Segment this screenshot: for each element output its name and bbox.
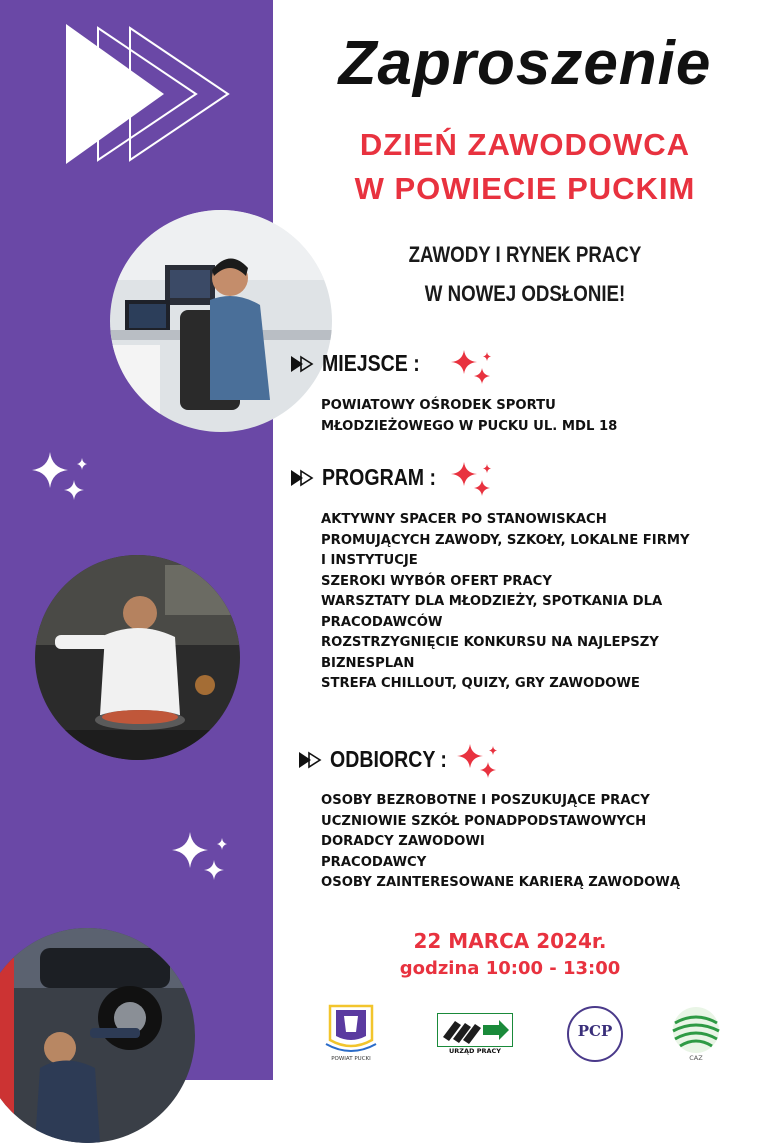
subtitle-line1: ZAWODY I RYNEK PRACY xyxy=(408,242,642,267)
logo-caption: URZĄD PRACY xyxy=(437,1047,513,1055)
logo-urzad-pracy xyxy=(437,1013,513,1057)
miejsce-line: MŁODZIEŻOWEGO W PUCKU UL. MDL 18 xyxy=(321,418,618,434)
arrow-right-icon xyxy=(290,468,318,488)
section-heading-miejsce xyxy=(290,350,437,377)
sparkle-icon xyxy=(456,742,500,780)
event-name-line2: W POWIECIE PUCKIM xyxy=(354,171,696,206)
odbiorcy-line: DORADCY ZAWODOWI xyxy=(321,834,485,849)
purple-sidebar xyxy=(0,0,273,1080)
miejsce-text xyxy=(321,396,741,437)
sparkle-icon xyxy=(450,348,494,386)
odbiorcy-line: OSOBY BEZROBOTNE I POSZUKUJĄCE PRACY xyxy=(321,793,650,808)
photo-chef xyxy=(35,555,240,760)
logo-caption: PCP xyxy=(577,1022,613,1040)
program-line: WARSZTATY DLA MŁODZIEŻY, SPOTKANIA DLA xyxy=(321,594,663,609)
odbiorcy-line: UCZNIOWIE SZKÓŁ PONADPODSTAWOWYCH xyxy=(321,813,647,829)
program-line: PROMUJĄCYCH ZAWODY, SZKOŁY, LOKALNE FIRMY xyxy=(321,532,690,548)
section-label: PROGRAM : xyxy=(322,464,437,490)
page-title: Zaproszenie xyxy=(338,29,712,98)
sparkle-icon xyxy=(170,830,232,882)
program-line: ROZSTRZYGNIĘCIE KONKURSU NA NAJLEPSZY xyxy=(321,635,659,650)
section-label: MIEJSCE : xyxy=(322,350,420,376)
section-heading-odbiorcy xyxy=(298,746,468,773)
section-label: ODBIORCY : xyxy=(330,746,447,772)
odbiorcy-text xyxy=(321,791,741,894)
arrow-right-icon xyxy=(298,750,326,770)
event-time: godzina 10:00 - 13:00 xyxy=(399,958,621,979)
sparkle-icon xyxy=(30,450,92,502)
logo-caz xyxy=(671,1005,721,1065)
photo-office-worker xyxy=(110,210,332,432)
program-line: SZEROKI WYBÓR OFERT PRACY xyxy=(321,573,552,589)
miejsce-line: POWIATOWY OŚRODEK SPORTU xyxy=(321,398,556,413)
odbiorcy-line: PRACODAWCY xyxy=(321,854,427,870)
arrow-right-icon xyxy=(290,354,318,374)
fast-forward-icon xyxy=(60,22,235,167)
section-heading-program xyxy=(290,464,456,491)
logo-caption: CAZ xyxy=(689,1054,703,1062)
event-name-line1: DZIEŃ ZAWODOWCA xyxy=(359,127,691,162)
program-line: AKTYWNY SPACER PO STANOWISKACH xyxy=(321,512,607,527)
subtitle-line2: W NOWEJ ODSŁONIE! xyxy=(424,281,626,306)
logo-caption: POWIAT PUCKI xyxy=(331,1056,371,1062)
program-text xyxy=(321,510,741,695)
sparkle-icon xyxy=(450,460,494,498)
program-line: BIZNESPLAN xyxy=(321,655,415,671)
program-line: I INSTYTUCJE xyxy=(321,553,418,568)
logo-powiat-pucki xyxy=(318,1002,384,1068)
program-line: PRACODAWCÓW xyxy=(321,614,443,630)
program-line: STREFA CHILLOUT, QUIZY, GRY ZAWODOWE xyxy=(321,676,640,691)
logo-pcp xyxy=(567,1006,623,1062)
odbiorcy-line: OSOBY ZAINTERESOWANE KARIERĄ ZAWODOWĄ xyxy=(321,875,681,890)
event-date: 22 MARCA 2024r. xyxy=(413,929,607,953)
